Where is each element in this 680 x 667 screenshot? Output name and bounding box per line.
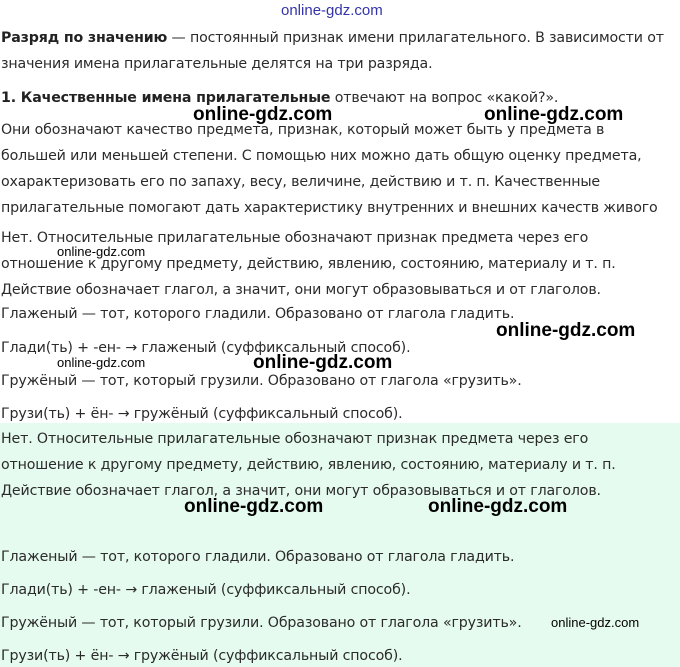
intro-text: — постоянный признак имени прилагательного. В зависимости от <box>167 30 664 46</box>
answer-a-line-4: Глаженый — тот, которого гладили. Образовано от глагола гладить. <box>1 306 515 322</box>
watermark: online-gdz.com <box>496 320 636 341</box>
item1-question: отвечают на вопрос «какой?». <box>330 90 559 106</box>
answer-a-line-2: отношение к другому предмету, действию, явлению, состоянию, материалу и т. п. <box>1 256 616 272</box>
item1-line-2: большей или меньшей степени. С помощью них можно дать общую оценку предмета, <box>1 148 642 164</box>
answer-a-line-7: Грузи(ть) + ён- → гружёный (суффиксальный способ). <box>1 406 403 422</box>
answer-b-line-2: отношение к другому предмету, действию, явлению, состоянию, материалу и т. п. <box>1 457 616 473</box>
watermark: online-gdz.com <box>428 496 568 517</box>
watermark: online-gdz.com <box>484 104 624 125</box>
answer-b-line-1: Нет. Относительные прилагательные обозначают признак предмета через его <box>1 431 589 447</box>
answer-a-line-6: Гружёный — тот, который грузили. Образовано от глагола «грузить». <box>1 373 522 389</box>
answer-a-line-1: Нет. Относительные прилагательные обозначают признак предмета через его <box>1 230 589 246</box>
item1-line-3: охарактеризовать его по запаху, весу, величине, действию и т. п. Качественные <box>1 174 600 190</box>
answer-a-line-3: Действие обозначает глагол, а значит, они могут образовываться и от глаголов. <box>1 282 601 298</box>
watermark: online-gdz.com <box>253 352 393 373</box>
intro-term: Разряд по значению <box>1 30 168 46</box>
watermark: online-gdz.com <box>551 615 640 630</box>
answer-b-line-5: Глади(ть) + -ен- → глаженый (суффиксальный способ). <box>1 582 411 598</box>
answer-b-line-3: Действие обозначает глагол, а значит, они могут образовываться и от глаголов. <box>1 483 601 499</box>
intro-line-2: значения имена прилагательные делятся на три разряда. <box>1 56 433 72</box>
answer-a-line-5: Глади(ть) + -ен- → глаженый (суффиксальный способ). <box>1 340 411 356</box>
answer-b-line-6: Гружёный — тот, который грузили. Образовано от глагола «грузить». <box>1 615 522 631</box>
item1-line-4: прилагательные помогают дать характеристику внутренних и внешних качеств живого <box>1 200 658 216</box>
item1-line-1: Они обозначают качество предмета, признак, который может быть у предмета в <box>1 122 605 138</box>
answer-b-line-7: Грузи(ть) + ён- → гружёный (суффиксальный способ). <box>1 648 403 664</box>
watermark: online-gdz.com <box>184 496 324 517</box>
item1-term: 1. Качественные имена прилагательные <box>1 90 331 106</box>
watermark: online-gdz.com <box>193 104 333 125</box>
header-watermark: online-gdz.com <box>281 2 383 19</box>
intro-line-1 <box>1 28 664 48</box>
answer-b-line-4: Глаженый — тот, которого гладили. Образовано от глагола гладить. <box>1 549 515 565</box>
watermark: online-gdz.com <box>57 244 146 259</box>
watermark: online-gdz.com <box>57 355 146 370</box>
